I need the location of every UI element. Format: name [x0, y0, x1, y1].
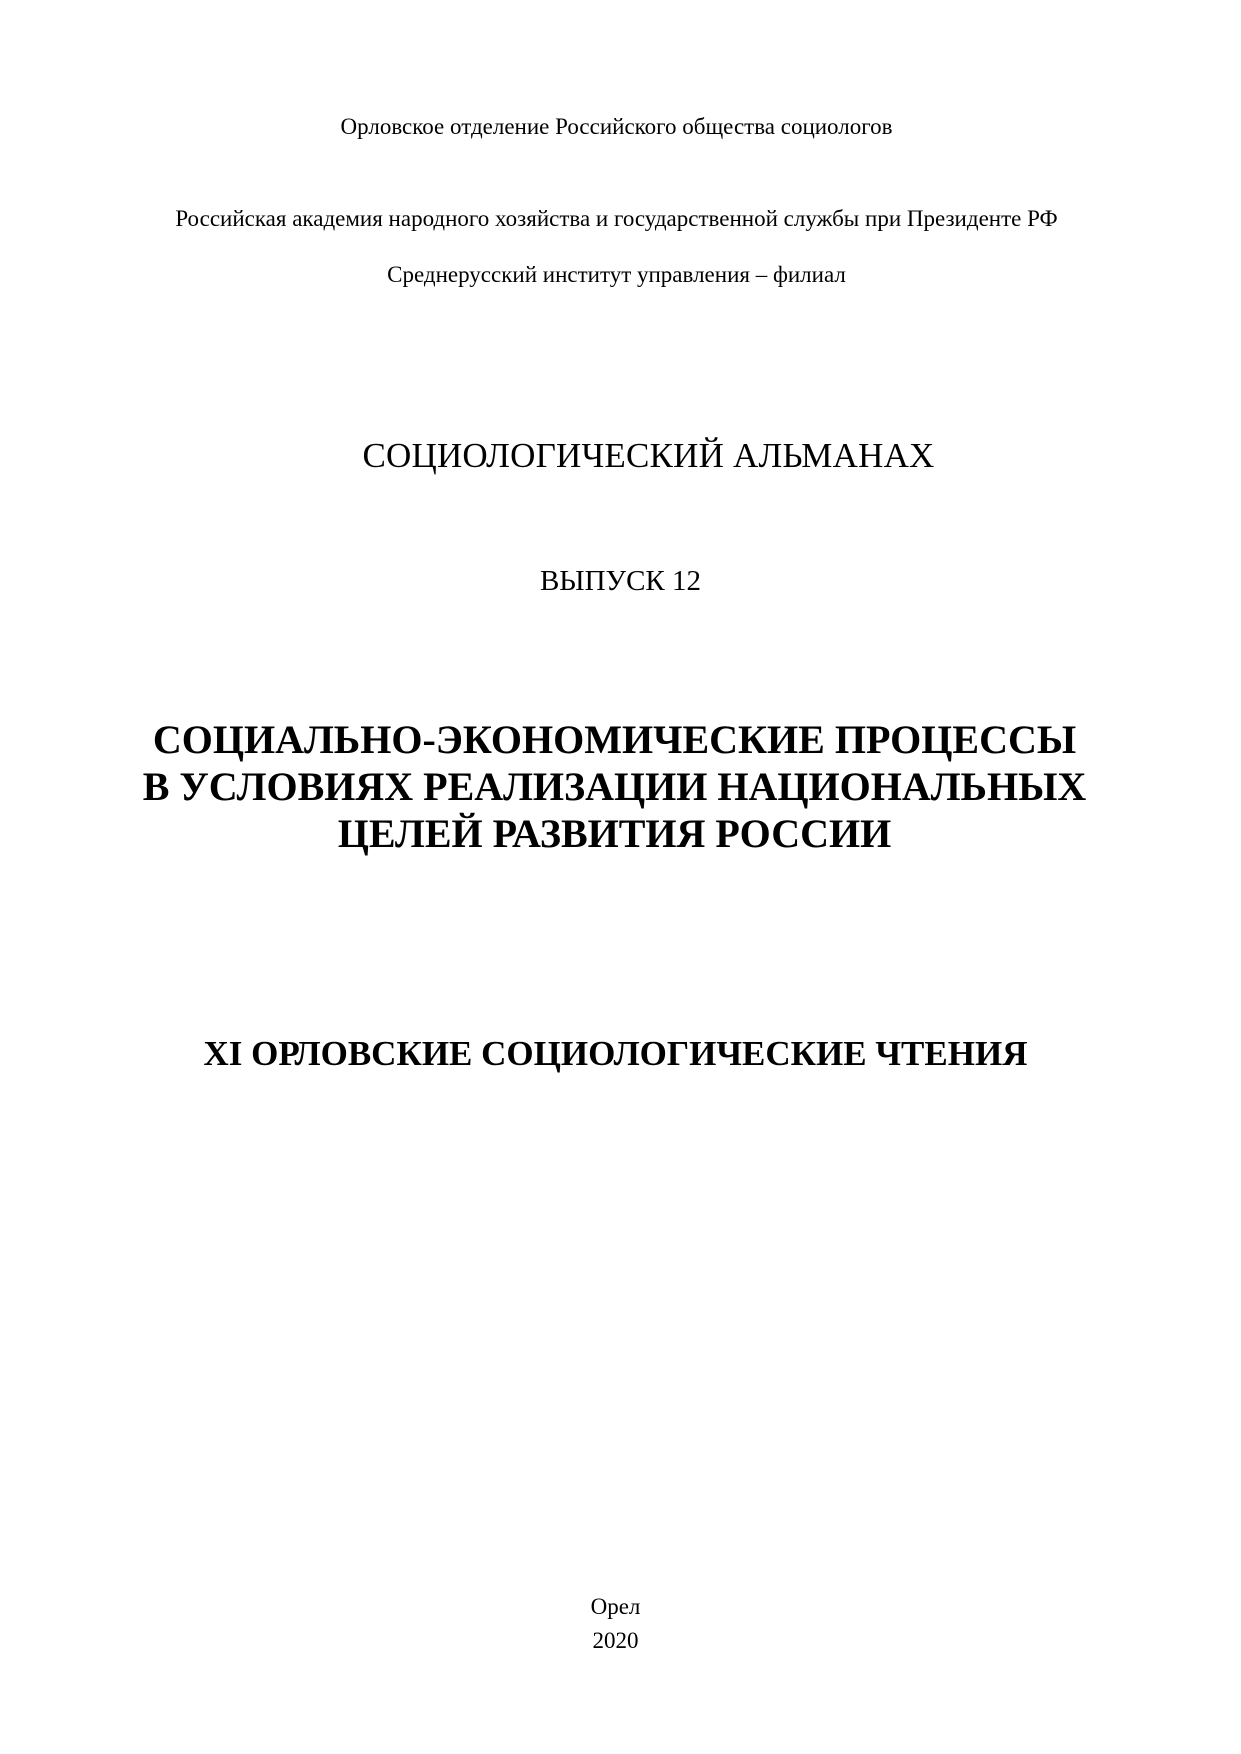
main-title-line-2: В УСЛОВИЯХ РЕАЛИЗАЦИИ НАЦИОНАЛЬНЫХ [142, 764, 1087, 809]
event-title: XI ОРЛОВСКИЕ СОЦИОЛОГИЧЕСКИЕ ЧТЕНИЯ [203, 1034, 1028, 1073]
organization-line-2: Российская академия народного хозяйства и государственной службы при Президенте РФ [175, 206, 1058, 231]
main-title [0, 716, 1235, 857]
main-title-line-3: ЦЕЛЕЙ РАЗВИТИЯ РОССИИ [337, 811, 892, 856]
main-title-line-1: СОЦИАЛЬНО-ЭКОНОМИЧЕСКИЕ ПРОЦЕССЫ [152, 717, 1077, 762]
organization-line-3: Среднерусский институт управления – филиал [387, 262, 846, 287]
organization-line-1: Орловское отделение Российского общества социологов [340, 114, 893, 139]
publication-year: 2020 [592, 1628, 639, 1653]
issue-number: ВЫПУСК 12 [539, 565, 702, 597]
series-title: СОЦИОЛОГИЧЕСКИЙ АЛЬМАНАХ [362, 436, 935, 475]
publication-city: Орел [590, 1594, 641, 1619]
